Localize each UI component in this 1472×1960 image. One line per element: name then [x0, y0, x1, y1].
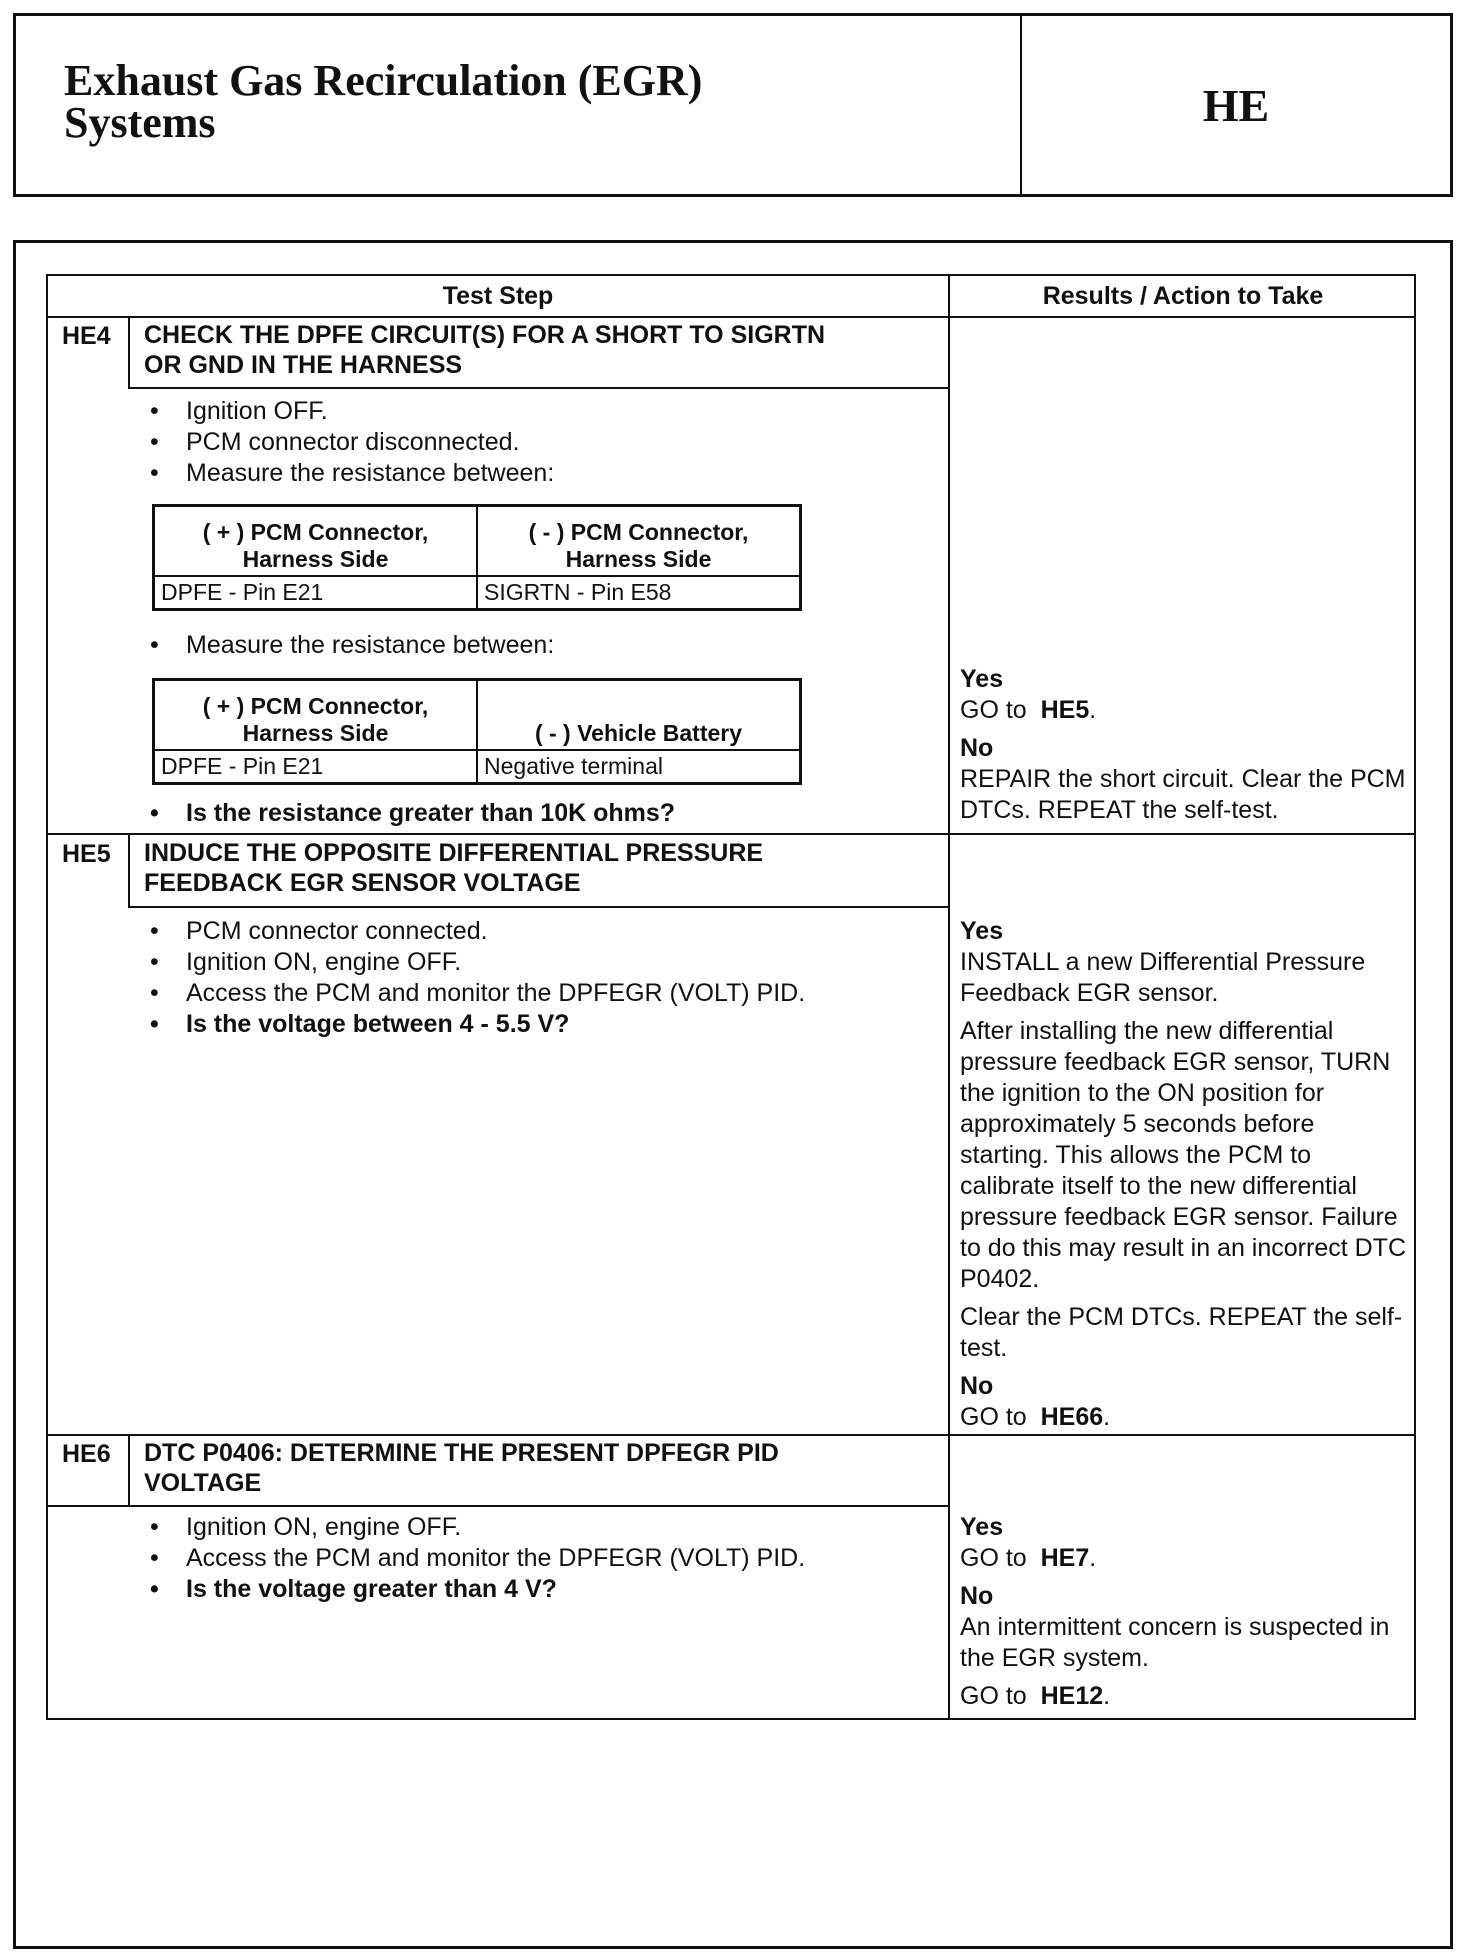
step-id: HE6 [62, 1440, 111, 1468]
step-divider [48, 1434, 1416, 1436]
title-line-2: Systems [64, 98, 216, 147]
result-yes-text: GO to [960, 696, 1027, 724]
result-yes-note: After installing the new differential pressure feedback EGR sensor, TURN the ignition to the ON position for approximately 5 seconds before starting. This allows the PCM to calibrate itself to the new differential pressure feedback EGR sensor. Failure to do this may result in an incorrect DTC P0402. [960, 1017, 1406, 1293]
result-no-text: GO to [960, 1403, 1027, 1431]
question-item: • Is the voltage between 4 - 5.5 V? [144, 1009, 944, 1040]
step-title-divider [128, 387, 948, 389]
step-id-divider [128, 316, 130, 388]
step-results: Yes GO to HE7. No An intermittent concern is suspected in the EGR system. GO to HE12. [960, 1512, 1410, 1719]
step-id-divider [128, 833, 130, 907]
step-title: CHECK THE DPFE CIRCUIT(S) FOR A SHORT TO SIGRTN OR GND IN THE HARNESS [144, 321, 826, 379]
result-yes-text: INSTALL a new Differential Pressure Feedback EGR sensor. [960, 948, 1366, 1007]
question-item: • Is the resistance greater than 10K ohms? [144, 798, 934, 829]
instruction-item: • Ignition ON, engine OFF. [144, 1512, 944, 1543]
result-yes-text: GO to [960, 1544, 1027, 1572]
measurement-header-positive: ( + ) PCM Connector, Harness Side [154, 506, 478, 577]
step-title: DTC P0406: DETERMINE THE PRESENT DPFEGR PID VOLTAGE [144, 1439, 779, 1497]
measurement-cell-negative: Negative terminal [477, 750, 801, 784]
step-id: HE4 [62, 322, 111, 350]
goto-link[interactable]: HE5 [1040, 696, 1090, 724]
goto-link[interactable]: HE66 [1040, 1403, 1104, 1431]
measurement-cell-negative: SIGRTN - Pin E58 [477, 576, 801, 610]
step-id-divider [128, 1434, 130, 1506]
page-title [64, 56, 703, 147]
diagnostic-table [46, 274, 1416, 1720]
instruction-item: • Access the PCM and monitor the DPFEGR (VOLT) PID. [144, 978, 944, 1009]
measurement-table-1 [152, 504, 802, 611]
result-no-text: An intermittent concern is suspected in the EGR system. [960, 1613, 1390, 1672]
instruction-item: • PCM connector disconnected. [144, 427, 934, 458]
title-line-1: Exhaust Gas Recirculation (EGR) [64, 56, 703, 105]
step-instructions [144, 630, 934, 661]
measurement-cell-positive: DPFE - Pin E21 [154, 576, 478, 610]
instruction-item: • Measure the resistance between: [144, 630, 934, 661]
measurement-table-2 [152, 678, 802, 785]
result-yes-clear: Clear the PCM DTCs. REPEAT the self-test. [960, 1303, 1403, 1362]
step-results: Yes GO to HE5. No REPAIR the short circuit. Clear the PCM DTCs. REPEAT the self-test. [960, 664, 1410, 833]
instruction-item: • PCM connector connected. [144, 916, 944, 947]
step-title: INDUCE THE OPPOSITE DIFFERENTIAL PRESSURE FEEDBACK EGR SENSOR VOLTAGE [144, 839, 764, 897]
page-header [13, 13, 1453, 197]
result-no-goto: GO to [960, 1682, 1027, 1710]
result-no-label: No [960, 1582, 994, 1610]
result-no-text: REPAIR the short circuit. Clear the PCM DTCs. REPEAT the self-test. [960, 765, 1406, 824]
step-divider [48, 833, 1416, 835]
header-row-divider [48, 316, 1416, 318]
step-instructions [144, 1512, 944, 1605]
instruction-item: • Ignition ON, engine OFF. [144, 947, 944, 978]
result-yes-label: Yes [960, 665, 1004, 693]
step-results: Yes INSTALL a new Differential Pressure Feedback EGR sensor. After installing the new differential pressure feedback EGR sensor, TURN the ignition to the ON position for approximately 5 seconds before starting. This allows the PCM to calibrate itself to the new differential pressure feedback EGR sensor. Failure to do this may result in an incorrect DTC P0402. Clear the PCM DTCs. REPEAT the self-test. No GO to HE66. [960, 916, 1410, 1440]
result-yes-label: Yes [960, 917, 1004, 945]
results-column-divider [948, 276, 950, 1718]
question-item: • Is the voltage greater than 4 V? [144, 1574, 944, 1605]
section-code: HE [1202, 79, 1270, 131]
measurement-header-negative: ( - ) PCM Connector, Harness Side [477, 506, 801, 577]
result-no-label: No [960, 1372, 994, 1400]
instruction-item: • Access the PCM and monitor the DPFEGR (VOLT) PID. [144, 1543, 944, 1574]
measurement-header-positive: ( + ) PCM Connector, Harness Side [154, 680, 478, 751]
step-title-divider [48, 1505, 948, 1507]
instruction-item: • Ignition OFF. [144, 396, 934, 427]
measurement-cell-positive: DPFE - Pin E21 [154, 750, 478, 784]
measurement-header-negative: ( - ) Vehicle Battery [477, 680, 801, 751]
column-header-results: Results / Action to Take [1042, 282, 1324, 310]
column-header-test-step: Test Step [442, 282, 554, 310]
step-question [144, 798, 934, 829]
goto-link[interactable]: HE7 [1040, 1544, 1090, 1572]
result-yes-label: Yes [960, 1513, 1004, 1541]
step-title-divider [128, 906, 948, 908]
step-instructions [144, 916, 944, 1040]
goto-link[interactable]: HE12 [1040, 1682, 1104, 1710]
instruction-item: • Measure the resistance between: [144, 458, 934, 489]
step-id: HE5 [62, 840, 111, 868]
result-no-label: No [960, 734, 994, 762]
step-instructions [144, 396, 934, 489]
